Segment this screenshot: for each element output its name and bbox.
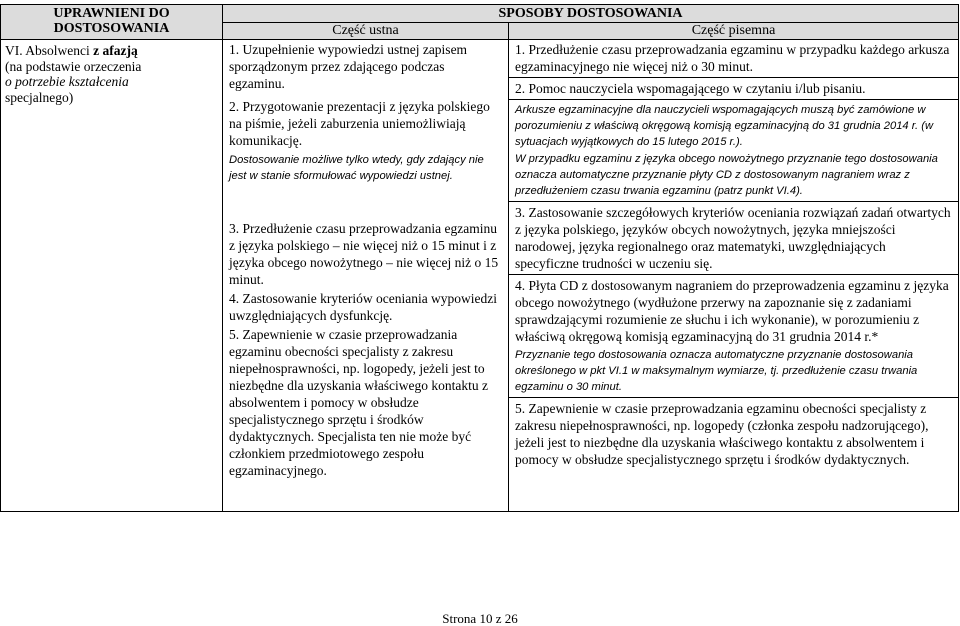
oral-item-2-note: Dostosowanie możliwe tylko wtedy, gdy zdający nie jest w stanie sformułować wypowiedzi ustnej. [229,154,484,182]
adjustments-table [0,4,959,512]
header-row [1,5,959,23]
written-cell [509,40,959,512]
group-title-bold: z afazją [93,43,138,58]
written-item-2-note: Arkusze egzaminacyjne dla nauczycieli wspomagających muszą być zamówione w porozumieniu z właściwą okręgową komisją egzaminacyjną do 31 grudnia 2014 r. (w sytuacjach wyjątkowych do 15 lutego 2015 r.). [515,104,934,148]
group-title [5,43,218,59]
written-item-5: 5. Zapewnienie w czasie przeprowadzania egzaminu obecności specjalisty z zakresu niepełnosprawności, np. logopedy (członka zespołu nadzorującego), jeżeli jest to niezbędne dla uzyskania właściwego kontaktu z absolwentem i pomocy w obsłudze specjalistycznego sprzętu i środków dydaktycznych. [515,401,929,467]
page-number: Strona 10 z 26 [442,611,518,626]
oral-item-2: 2. Przygotowanie prezentacji z języka polskiego na piśmie, jeżeli zaburzenia uniemożliwiają komunikację. [229,99,490,148]
oral-item-3: 3. Przedłużenie czasu przeprowadzania egzaminu z języka polskiego – nie więcej niż o 15 minut i z języka obcego nowożytnego – nie więcej niż o 15 minut. [229,221,499,287]
header-written-part: Część pisemna [509,23,959,40]
group-line-3: o potrzebie kształcenia [5,74,129,89]
header-methods: SPOSOBY DOSTOSOWANIA [223,5,959,23]
header-oral-part: Część ustna [223,23,509,40]
header-entitled: UPRAWNIENI DO DOSTOSOWANIA [1,5,223,40]
group-line-4: specjalnego) [5,89,74,105]
written-item-1: 1. Przedłużenie czasu przeprowadzania egzaminu w przypadku każdego arkusza egzaminacyjnego nie więcej niż o 30 minut. [515,42,950,74]
written-item-4-note: Przyznanie tego dostosowania oznacza automatyczne przyznanie dostosowania określonego w pkt VI.1 w maksymalnym wymiarze, tj. przedłużenie czasu trwania egzaminu o 30 minut. [515,349,918,393]
group-title-prefix: VI. Absolwenci [5,43,94,58]
written-item-3: 3. Zastosowanie szczegółowych kryteriów oceniania rozwiązań zadań otwartych z języka polskiego, języków obcych nowożytnych, języka mniejszości narodowej, języka regionalnego oraz matematyki, uwzględniających specyficzne trudności w uczeniu się. [515,205,951,271]
oral-cell [223,40,509,512]
oral-item-1: 1. Uzupełnienie wypowiedzi ustnej zapisem sporządzonym przez zdającego podczas egzaminu. [229,42,468,91]
oral-item-4: 4. Zastosowanie kryteriów oceniania wypowiedzi uwzględniających dysfunkcję. [229,291,498,323]
written-item-2: 2. Pomoc nauczyciela wspomagającego w czytaniu i/lub pisaniu. [515,81,866,96]
oral-item-5: 5. Zapewnienie w czasie przeprowadzania egzaminu obecności specjalisty z zakresu niepełnosprawności, np. logopedy, jeżeli jest to niezbędne dla uzyskania właściwego kontaktu z absolwentem i pomocy w obsłudze specjalistycznego sprzętu i środków dydaktycznych. Specjalista ten nie może być członkiem przedmiotowego zespołu egzaminacyjnego. [229,327,489,478]
group-cell [1,40,223,512]
written-item-2-note-2: W przypadku egzaminu z języka obcego nowożytnego przyznanie tego dostosowania oznacza automatyczne przyznanie płyty CD z dostosowanym nagraniem wraz z przedłużeniem czasu trwania egzaminu (patrz punkt VI.4). [515,153,938,197]
written-item-4: 4. Płyta CD z dostosowanym nagraniem do przeprowadzenia egzaminu z języka obcego nowożytnego (wydłużone przerwy na zapoznanie się z zadaniami sprawdzającymi rozumienie ze słuchu i ich wykonanie), w porozumieniu z właściwą okręgową komisją egzaminacyjną do 31 grudnia 2014 r.* [515,278,949,344]
group-line-2: (na podstawie orzeczenia [5,58,142,74]
content-row [1,40,959,512]
